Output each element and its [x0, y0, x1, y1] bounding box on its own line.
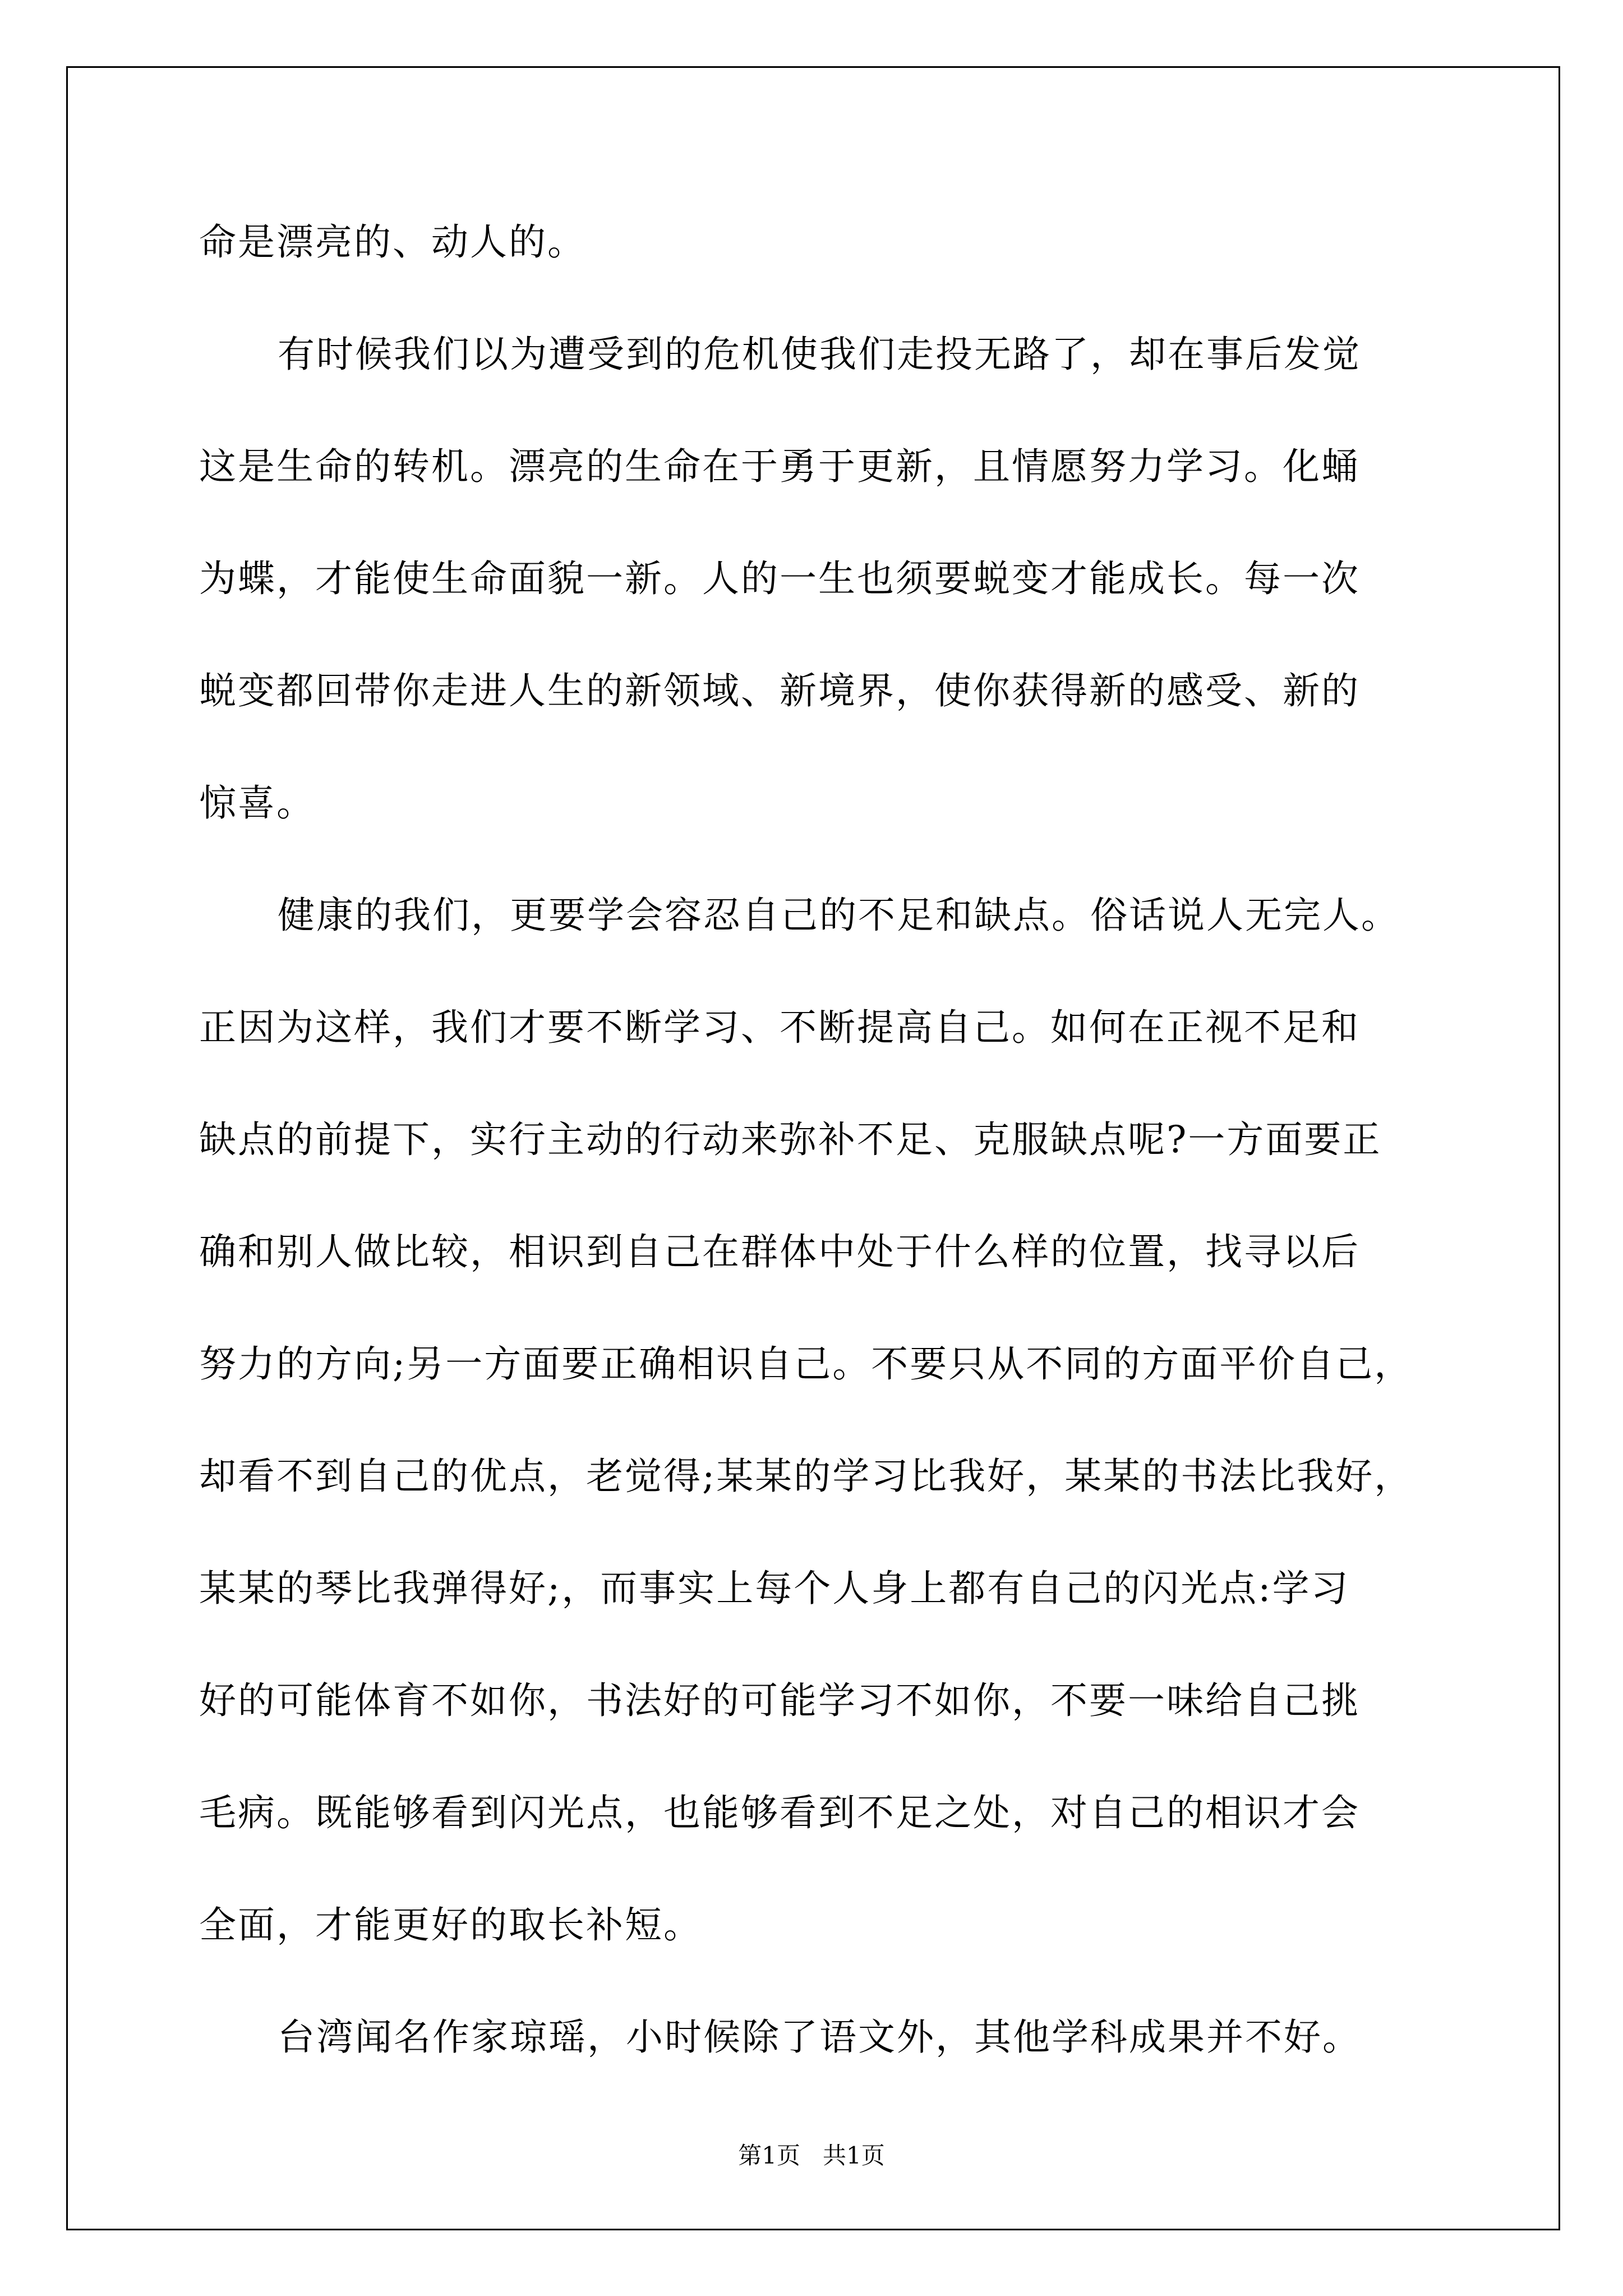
paragraph-line: 健康的我们，更要学会容忍自己的不足和缺点。俗话说人无完人。 [278, 894, 1400, 937]
paragraph-line: 惊喜。 [199, 781, 315, 825]
paragraph-line: 这是生命的转机。漂亮的生命在于勇于更新，且情愿努力学习。化蛹 [199, 445, 1360, 488]
paragraph-line: 全面，才能更好的取长补短。 [199, 1903, 702, 1947]
paragraph-line: 有时候我们以为遭受到的危机使我们走投无路了，却在事后发觉 [278, 333, 1361, 376]
paragraph-line: 好的可能体育不如你，书法好的可能学习不如你，不要一味给自己挑 [199, 1679, 1360, 1722]
paragraph-line: 命是漂亮的、动人的。 [199, 220, 586, 264]
paragraph-line: 蜕变都回带你走进人生的新领域、新境界，使你获得新的感受、新的 [199, 669, 1360, 712]
paragraph-line: 缺点的前提下，实行主动的行动来弥补不足、克服缺点呢?一方面要正 [199, 1118, 1382, 1161]
paragraph-line: 努力的方向;另一方面要正确相识自己。不要只从不同的方面平价自己， [199, 1342, 1413, 1386]
paragraph-line: 确和别人做比较，相识到自己在群体中处于什么样的位置，找寻以后 [199, 1230, 1360, 1273]
paragraph-line: 为蝶，才能使生命面貌一新。人的一生也须要蜕变才能成长。每一次 [199, 557, 1360, 600]
paragraph-line: 毛病。既能够看到闪光点，也能够看到不足之处，对自己的相识才会 [199, 1791, 1360, 1834]
page-number-footer: 第1页 共1页 [738, 2142, 885, 2169]
paragraph-line: 某某的琴比我弹得好;，而事实上每个人身上都有自己的闪光点:学习 [199, 1567, 1350, 1610]
paragraph-line: 台湾闻名作家琼瑶，小时候除了语文外，其他学科成果并不好。 [278, 2016, 1361, 2059]
paragraph-line: 正因为这样，我们才要不断学习、不断提高自己。如何在正视不足和 [199, 1006, 1360, 1049]
paragraph-line: 却看不到自己的优点，老觉得;某某的学习比我好，某某的书法比我好， [199, 1455, 1413, 1498]
